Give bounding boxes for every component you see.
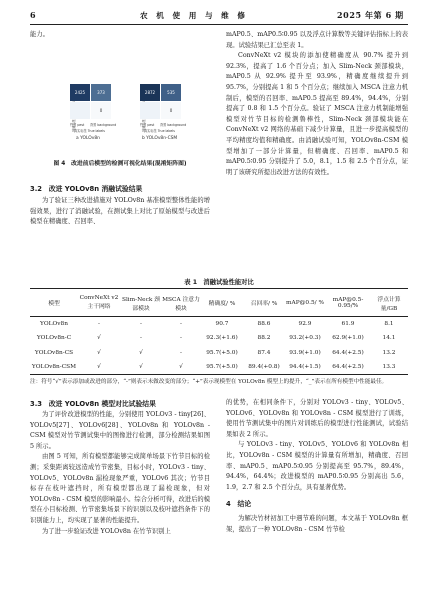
table-cell: 93.9(+1.0) — [289, 349, 321, 356]
xlabel-a: 真实标签 True labels — [74, 129, 105, 133]
right-top-text — [226, 30, 408, 178]
section-3-3-para-1: 为了评价改进模型的性能，分别使用 YOLOv3 - tiny[26]、YOLOv5[27]、YOLOv6[28]、YOLOv8n 和 YOLOv8n - CSM 模型对竹节测试集中的图像进行检测，部分检测结果如图 5 所示。 — [30, 411, 210, 450]
table-cell: - — [180, 335, 182, 342]
panel-label-b: b YOLOv8n-CSM — [142, 136, 178, 141]
table-1-caption: 表 1 消融试验性能对比 — [184, 279, 254, 286]
table-header: 召回率/ % — [250, 301, 278, 307]
table-cell: 88.2 — [257, 335, 271, 342]
table-header: 模型 — [48, 301, 60, 307]
cm-a-cell-tn: 0 — [91, 102, 111, 119]
figure-4-caption: 图 4 改进前后模型的检测可视化结果(混淆矩阵图) — [53, 161, 187, 167]
table-cell: √ — [97, 364, 101, 370]
xlabel-b: 真实标签 True labels — [144, 129, 175, 133]
table-row — [30, 331, 408, 346]
table-cell: YOLOv8n-CSM — [31, 364, 77, 370]
table-row — [30, 360, 408, 375]
table-cell: - — [140, 321, 142, 327]
cm-a-cell-fn — [70, 102, 90, 119]
right-bottom-para-1: 的优势，在相同条件下，分别对 YOLOv3 - tiny、YOLOv5、YOLOv6、YOLOv8n 和 YOLOv8n - CSM 模型进行了训练，使用竹节测试集中的图片对训练后的模型进行性能测试，试验结果如表 2 所示。 — [226, 399, 408, 438]
xtick-a-0: 竹节 pest — [70, 123, 85, 127]
section-4-title: 4 结论 — [226, 500, 252, 509]
issue-label: 2025 年第 6 期 — [337, 10, 404, 20]
section-3-2-para: 为了验证三种改进措施对 YOLOv8n 基准模型整体性能的增强效果，进行了消融试验，在测试集上对比了原始模型与改进后模型在精确度、召回率、 — [30, 197, 210, 226]
cm-b-cell-tn: 0 — [161, 102, 181, 119]
table-cell: √ — [139, 364, 143, 370]
right-top-para-2: ConvNeXt v2 模块的添加使精确度从 90.7% 提升到 92.3%，提高了 1.6 个百分点；加入 Slim-Neck 颈部模块，mAP0.5 从 92.9% 提升至 93.9%，精确度继续提升到 95.7%，分别提高 1 和 5 个百分点；继续加入 MSCA 注意力机制后，模型的召回率、mAP0.5 提高至 89.4%，94.4%，分别提高了 0.8 和 1.5 个百分点。验证了 MSCA 注意力机制能增强模型对竹节目标的检测鲁棒性，Slim-Neck 颈部模块能在 ConvNeXt v2 网络的基础下减少计算量，且进一步提高模型的平均精度均值和精确度。由消融试验可知，YOLOv8n-CSM 模型增加了一部分计算量，但精确度、召回率、mAP0.5 和 mAP0.5∶0.95 分别提升了 5.0，8.1，1.5 和 2.5 个百分点，证明了该研究所提出改进方法的有效性。 — [226, 52, 408, 176]
table-cell: 64.4(+2.5) — [332, 349, 364, 356]
cm-a-cell-tp: 2425 — [70, 84, 90, 101]
table-cell: √ — [139, 349, 143, 356]
right-bottom-para-3: 为解决竹材初加工中遇节难的问题，本文基于 YOLOv8n 框架，提出了一种 YOLOv8n - CSM 竹节检 — [226, 514, 408, 533]
table-cell: 95.7(+5.0) — [206, 349, 238, 356]
table-cell: - — [140, 335, 142, 342]
table-cell: √ — [97, 349, 101, 356]
cm-b-cell-fp: 535 — [161, 84, 181, 101]
table-cell: 92.3(+1.6) — [206, 335, 238, 342]
table-1 — [30, 288, 408, 387]
confusion-matrix-a — [60, 80, 122, 150]
table-cell: 64.4(+2.5) — [332, 364, 364, 370]
table-cell: 89.4(+0.8) — [248, 364, 280, 370]
table-1-note: 注：符号“√”表示添加或改进的部分，“-”则表示未做改变的部分；“+”表示现模型在 YOLOv8n 模型上的提升，“_”表示在所有模型中性能最佳。 — [30, 379, 388, 385]
table-cell: 62.9(+1.0) — [332, 335, 364, 342]
table-cell: √ — [179, 364, 183, 370]
section-3-3-text — [30, 410, 210, 537]
section-3-2-title: 3.2 改进 YOLOv8n 消融试验结果 — [30, 185, 143, 193]
table-cell: √ — [97, 335, 101, 342]
table-cell: YOLOv8n-CS — [34, 349, 74, 356]
table-cell: 8.1 — [384, 321, 394, 327]
table-header: mAP@0.5-0.95/% — [332, 296, 364, 309]
table-row — [30, 317, 408, 332]
table-cell: 87.4 — [257, 349, 271, 356]
table-cell: - — [180, 321, 182, 327]
xtick-b-0: 竹节 pest — [140, 123, 155, 127]
table-cell: 94.4(+1.5) — [289, 364, 321, 370]
section-3-3-title: 3.3 改进 YOLOv8n 模型对比试验结果 — [30, 400, 156, 408]
table-cell: 61.9 — [341, 321, 355, 327]
journal-title: 农 机 使 用 与 维 修 — [140, 11, 249, 20]
table-cell: 95.7(+5.0) — [206, 364, 238, 370]
xtick-a-1: 背景 background — [90, 123, 117, 127]
xtick-b-1: 背景 background — [160, 123, 187, 127]
right-top-para-1: mAP0.5、mAP0.5∶0.95 以及浮点计算数等关键评估指标上的表现。试验结果已汇总至表 1。 — [226, 31, 408, 49]
table-cell: YOLOv8n — [40, 321, 68, 327]
left-continuation: 能力。 — [30, 31, 49, 38]
section-3-3-para-2: 由图 5 可知，所有模型都能够完成简单场景下竹节目标的检测；采集距离较远造成竹节密集，目标小时，YOLOv3 - tiny、YOLOv5、YOLOv8n 漏检现象严重，YOLOv6 其次；竹节目标存在枝叶遮挡时，所有模型都出现了漏检现象，但对 YOLOv8n - CSM 模型的影响最小。综合分析可得，改进后的模型在小目标检测、竹节密集场景下的识别以及枝叶遮挡条件下的识别能力上，均实现了显著的性能提升。 — [30, 453, 210, 524]
table-cell: 13.2 — [382, 349, 396, 356]
table-cell: 13.3 — [382, 364, 396, 370]
cm-b-cell-fn — [140, 102, 160, 119]
page-number: 6 — [30, 10, 37, 20]
right-bottom-para-2: 与 YOLOv3 - tiny、YOLOv5、YOLOv6 和 YOLOv8n 相比，YOLOv8n - CSM 模型的计算量有所增加，精确度、召回率、mAP0.5、mAP0.5∶0.95 分别提高至 95.7%，89.4%，94.4%，64.4%；改进模型的 mAP0.5∶0.95 分别高出 5.6，1.9，2.7 和 2.5 个百分点，具有显著优势。 — [226, 441, 408, 491]
table-cell: - — [180, 349, 182, 356]
table-header: ConvNeXt v2 主干网络 — [79, 295, 119, 310]
table-cell: 90.7 — [215, 321, 229, 327]
cm-a-cell-fp: 373 — [91, 84, 111, 101]
panel-label-a: a YOLOv8n — [76, 136, 100, 141]
table-cell: - — [98, 321, 100, 327]
figure-4 — [30, 80, 210, 176]
table-cell: YOLOv8n-C — [36, 335, 72, 342]
table-cell: 88.6 — [257, 321, 271, 327]
table-cell: 92.9 — [298, 321, 312, 327]
right-bottom-text — [226, 398, 408, 535]
table-row — [30, 346, 408, 361]
table-header: 精确度/ % — [208, 301, 236, 307]
table-header: Slim-Neck 颈部模块 — [121, 296, 161, 312]
table-header: MSCA 注意力模块 — [162, 296, 200, 312]
table-header: 浮点计算量/GB — [377, 296, 401, 312]
table-cell: 14.1 — [382, 335, 396, 342]
section-3-2-text — [30, 196, 210, 228]
table-header: mAP@0.5/ % — [286, 299, 324, 306]
section-3-3-para-3: 为了进一步验证改进 YOLOv8n 在竹节识别上 — [42, 527, 171, 535]
table-cell: 93.2(+0.3) — [289, 335, 321, 342]
header-rule — [30, 24, 408, 25]
cm-b-cell-tp: 2872 — [140, 84, 160, 101]
confusion-matrix-b — [130, 80, 200, 150]
